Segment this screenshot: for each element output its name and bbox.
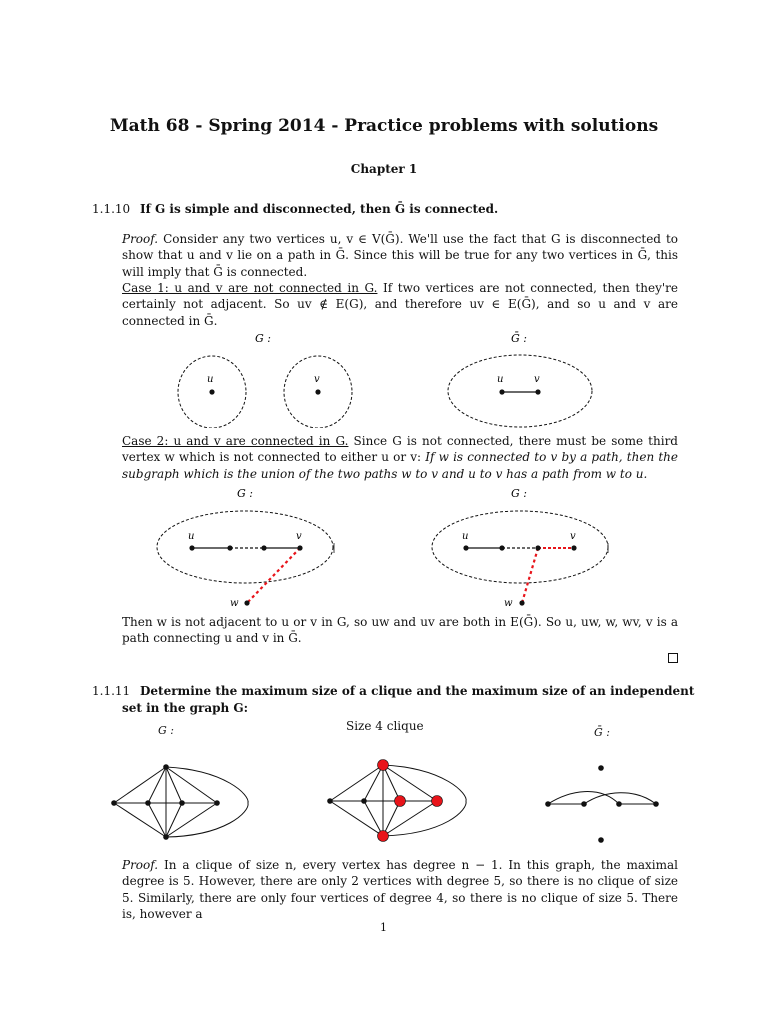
vertex-w-right: [519, 600, 524, 605]
vertex-u-label: u: [207, 374, 214, 385]
clique-vertex-right: [432, 796, 443, 807]
graph-clique: [327, 760, 466, 842]
vertex-v: [297, 545, 302, 550]
vertex-u: [189, 545, 194, 550]
graph-g: [111, 764, 248, 840]
vertex-v-label: v: [314, 374, 320, 385]
problem-1-number: 1.1.10: [92, 202, 131, 216]
fig3-middle-label: Size 4 clique: [346, 719, 424, 733]
vertex-b-right: [535, 545, 540, 550]
edge-vw-red: [247, 548, 300, 603]
case-2-heading: Case 2: u and v are connected in G.: [122, 434, 349, 448]
vertex-v-right: [571, 545, 576, 550]
vertex-w-right-label: w: [504, 598, 513, 609]
vertex-u-label: u: [188, 531, 195, 542]
vertex-a: [227, 545, 232, 550]
fig1-right-label: Ḡ :: [511, 332, 527, 345]
vertex-a-right: [499, 545, 504, 550]
vertex-v-complement: [535, 389, 540, 394]
edge-bw-red: [522, 548, 538, 603]
component-ellipse-right: [432, 511, 608, 583]
case-1-paragraph: [122, 280, 678, 329]
problem-1-proof-intro: [122, 231, 678, 280]
clique-vertex-top: [378, 760, 389, 771]
clique-vertex-inner: [395, 796, 406, 807]
proof-intro-text: Consider any two vertices u, v ∈ V(Ḡ). We'll use the fact that G is disconnected to show that u and v lie on a path in Ḡ. Since this will be true for any two vertices in Ḡ, this will imply that Ḡ is connected.: [122, 232, 678, 279]
problem-2-statement-line2: set in the graph G:: [122, 701, 249, 715]
fig3-left-label: G :: [158, 724, 174, 737]
problem-1-statement: If G is simple and disconnected, then Ḡ is connected.: [140, 202, 499, 216]
graph-complement: [545, 765, 659, 843]
problem-2-proof: [122, 857, 678, 923]
vertex-v: [315, 389, 320, 394]
problem-1-header: [92, 202, 498, 216]
component-ellipse-left: [157, 511, 333, 583]
vertex-w-label: w: [230, 598, 239, 609]
case-2-italic: If w is connected to v by a path, then the subgraph which is the union of the two paths w to v and u to v has a path from w to u.: [122, 450, 678, 481]
qed-box: [668, 653, 678, 663]
fig3-right-label: Ḡ :: [594, 726, 610, 739]
vertex-v-complement-label: v: [534, 374, 540, 385]
vertex-b: [261, 545, 266, 550]
vertex-v-label: v: [296, 531, 302, 542]
page-number: 1: [380, 921, 387, 934]
proof-label-2: Proof.: [122, 858, 159, 872]
case-1-heading: Case 1: u and v are not connected in G.: [122, 281, 378, 295]
vertex-u-right: [463, 545, 468, 550]
fig2-right-label: G :: [511, 487, 527, 500]
case-2-conclusion: Then w is not adjacent to u or v in G, so uw and uv are both in E(Ḡ). So u, uw, w, wv, v is a path connecting u and v in Ḡ.: [122, 615, 678, 646]
complement-ellipse: [448, 355, 592, 427]
fig1-left-label: G :: [255, 332, 271, 345]
fig2-left-label: G :: [237, 487, 253, 500]
chapter-heading: Chapter 1: [350, 162, 418, 176]
figure-case-1: [150, 328, 620, 428]
clique-vertex-bottom: [378, 831, 389, 842]
case-1-text: If two vertices are not connected, then they're certainly not adjacent. So uv ∉ E(G), and therefore uv ∈ E(Ḡ), and so u and v are connected in Ḡ.: [122, 281, 678, 328]
problem-2-statement-line1: Determine the maximum size of a clique and the maximum size of an independent: [140, 684, 695, 698]
vertex-v-right-label: v: [570, 531, 576, 542]
proof-label: Proof.: [122, 232, 159, 246]
figure-case-2: [150, 483, 630, 613]
vertex-u: [209, 389, 214, 394]
problem-2-number: 1.1.11: [92, 684, 131, 698]
vertex-u-right-label: u: [462, 531, 469, 542]
vertex-u-complement-label: u: [497, 374, 504, 385]
case-2-text: Since G is not connected, there must be some third vertex w which is not connected to either u or v:: [122, 434, 678, 465]
problem-2-header: [92, 684, 694, 698]
page-title: Math 68 - Spring 2014 - Practice problems with solutions: [109, 116, 659, 136]
vertex-w: [244, 600, 249, 605]
vertex-u-complement: [499, 389, 504, 394]
case-2-paragraph: [122, 433, 678, 482]
figure-clique: [100, 750, 680, 850]
problem-2-proof-text: In a clique of size n, every vertex has degree n − 1. In this graph, the maximal degree is 5. However, there are only 2 vertices with degree 5, so there is no clique of size 5. Similarly, there are only four vertices of degree 4, so there is no clique of size 5. There is, however a: [122, 858, 678, 922]
